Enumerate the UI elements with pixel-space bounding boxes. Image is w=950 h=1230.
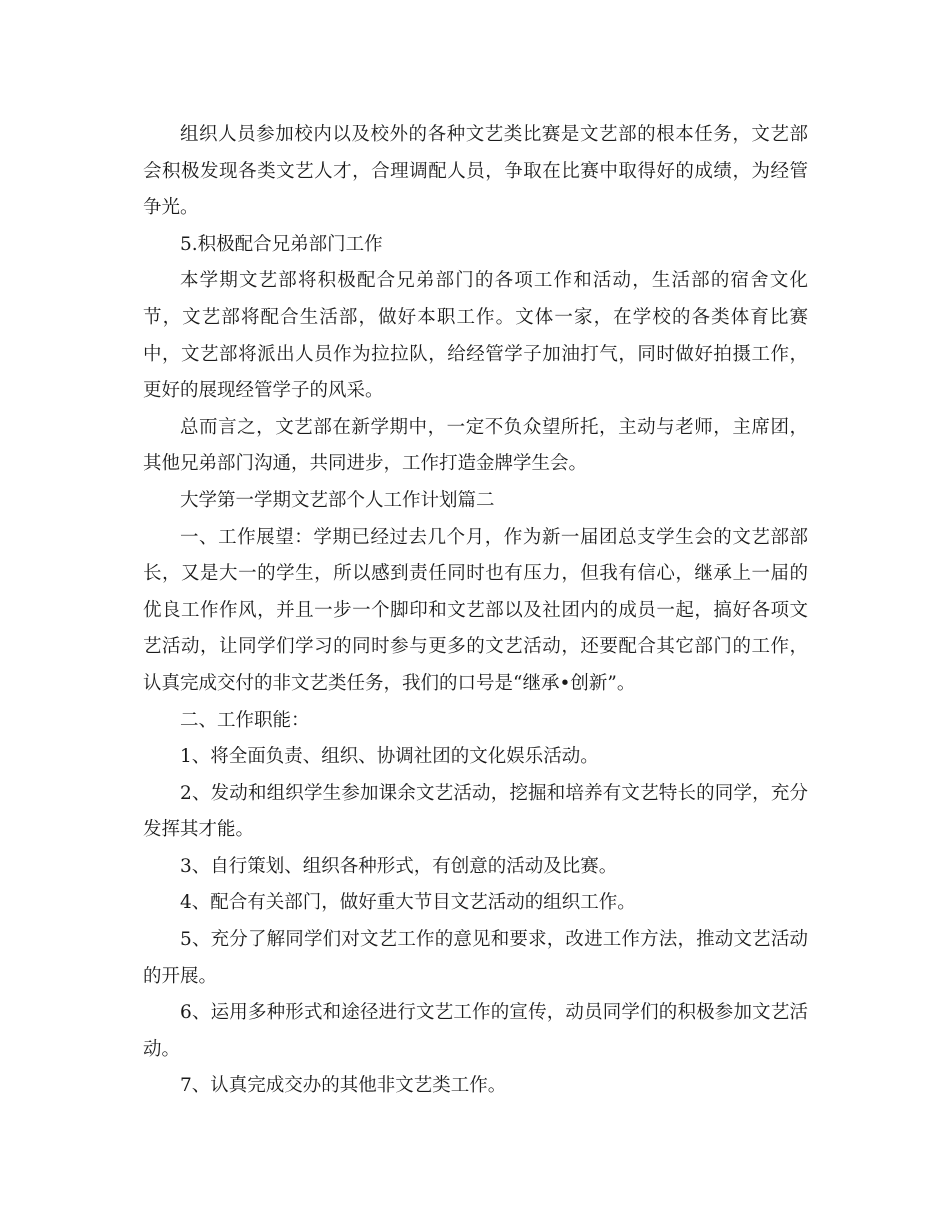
list-item-function-3: 3、自行策划、组织各种形式，有创意的活动及比赛。 — [180, 855, 618, 877]
list-item-function-1: 1、将全面负责、组织、协调社团的文化娱乐活动。 — [180, 746, 599, 768]
heading-cooperate-departments: 5.积极配合兄弟部门工作 — [180, 233, 383, 255]
list-item-function-6: 6、运用多种形式和途径进行文艺工作的宣传，动员同学们的积极参加文艺活动。 — [143, 1002, 808, 1060]
list-item-function-4: 4、配合有关部门，做好重大节目文艺活动的组织工作。 — [180, 892, 636, 914]
list-item-function-2: 2、发动和组织学生参加课余文艺活动，挖掘和培养有文艺特长的同学，充分发挥其才能。 — [143, 782, 808, 841]
paragraph-cooperate-details: 本学期文艺部将积极配合兄弟部门的各项工作和活动，生活部的宿舍文化节，文艺部将配合生活部，做好本职工作。文体一家，在学校的各类体育比赛中，文艺部将派出人员作为拉拉队，给经管学子加油打气，同时做好拍摄工作，更好的展现经管学子的风采。 — [143, 270, 808, 402]
paragraph-summary: 总而言之，文艺部在新学期中，一定不负众望所托，主动与老师，主席团，其他兄弟部门沟通，共同进步，工作打造金牌学生会。 — [143, 416, 808, 475]
list-item-function-5: 5、充分了解同学们对文艺工作的意见和要求，改进工作方法，推动文艺活动的开展。 — [143, 929, 808, 987]
document-body — [143, 117, 808, 1105]
heading-work-functions: 二、工作职能： — [180, 709, 310, 731]
paragraph-recruit-competitions: 组织人员参加校内以及校外的各种文艺类比赛是文艺部的根本任务，文艺部会积极发现各类文艺人才，合理调配人员，争取在比赛中取得好的成绩，为经管争光。 — [143, 124, 808, 219]
section-title-part-two: 大学第一学期文艺部个人工作计划篇二 — [180, 489, 495, 511]
paragraph-work-outlook: 一、工作展望：学期已经过去几个月，作为新一届团总支学生会的文艺部部长，又是大一的学生，所以感到责任同时也有压力，但我有信心，继承上一届的优良工作作风，并且一步一个脚印和文艺部以及社团内的成员一起，搞好各项文艺活动，让同学们学习的同时参与更多的文艺活动，还要配合其它部门的工作，认真完成交付的非文艺类任务，我们的口号是“继承•创新”。 — [143, 526, 808, 694]
list-item-function-7: 7、认真完成交办的其他非文艺类工作。 — [180, 1075, 507, 1097]
